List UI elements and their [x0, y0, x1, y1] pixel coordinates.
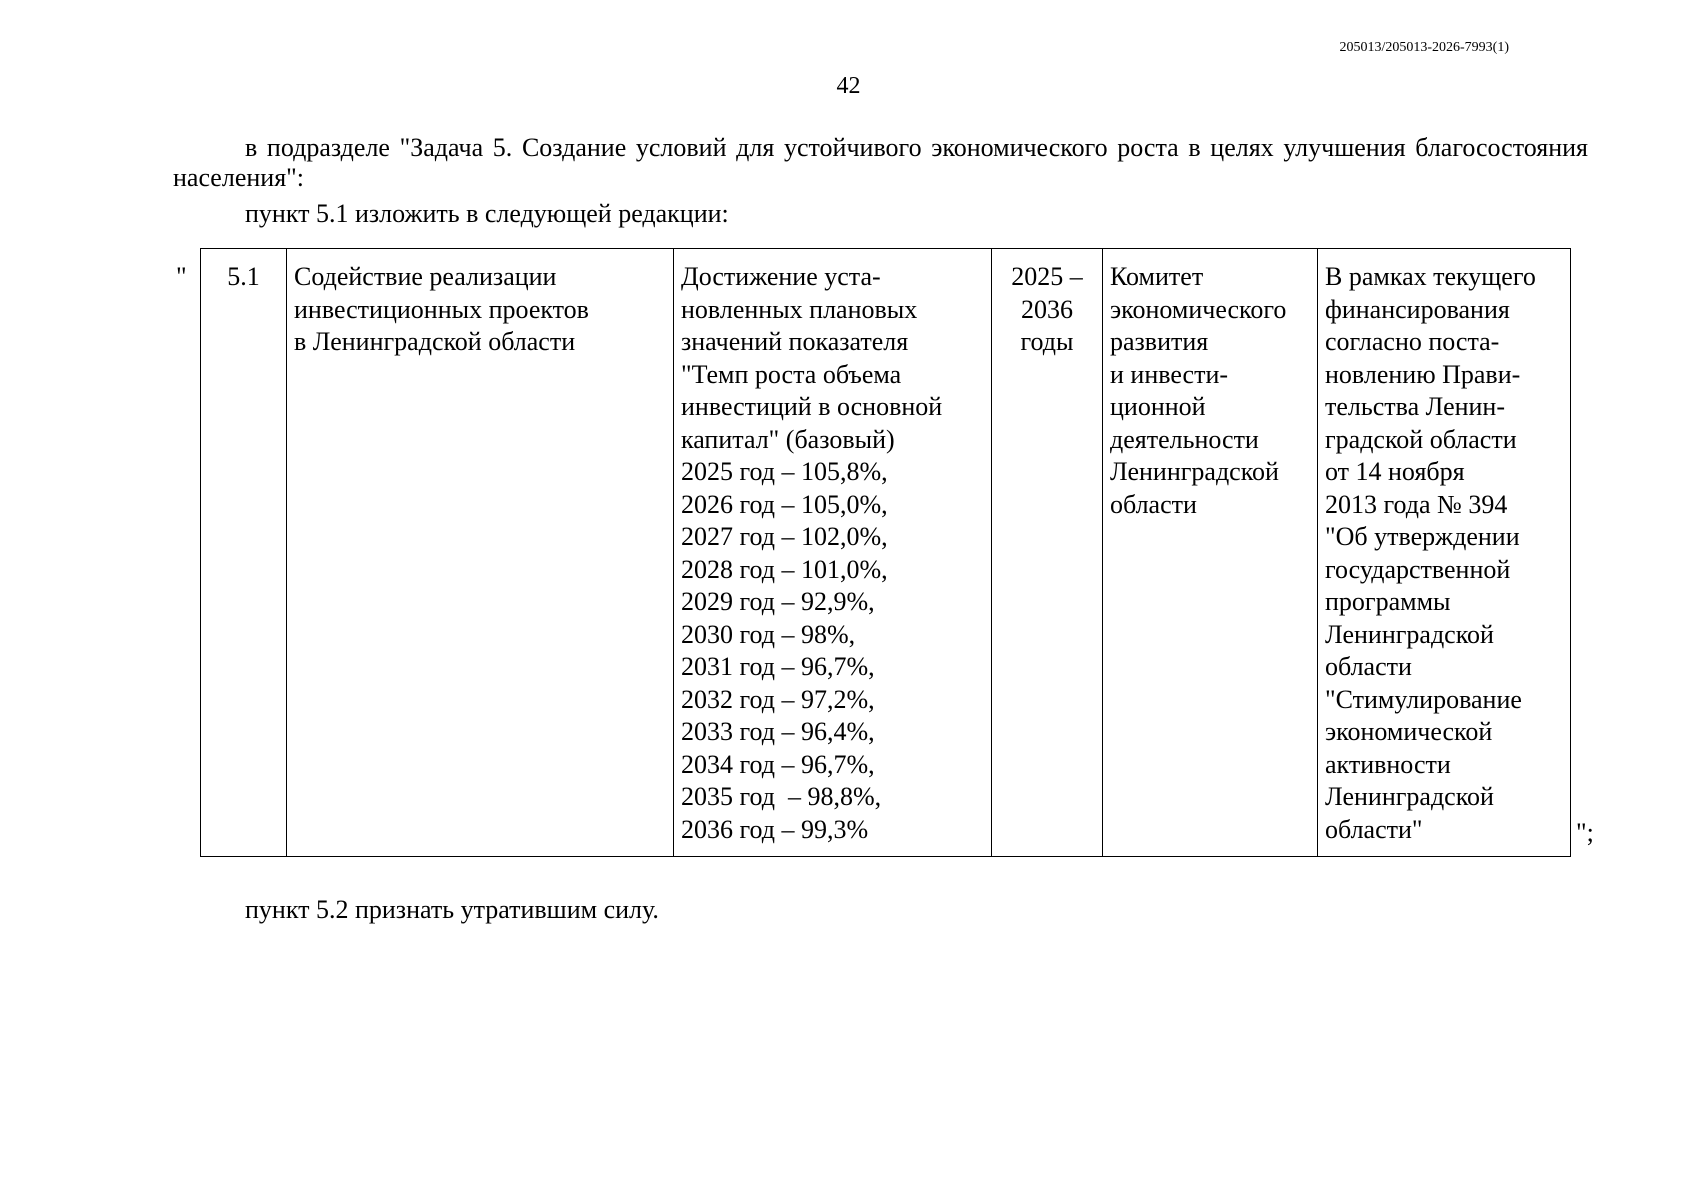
- cell-line: программы: [1325, 587, 1451, 616]
- cell-line: ционной: [1110, 392, 1206, 421]
- funding-cell: [1318, 249, 1571, 857]
- cell-line: финансирования: [1325, 294, 1510, 324]
- cell-line: активности: [1325, 749, 1451, 779]
- item-number: 5.1: [227, 262, 260, 291]
- cell-line: согласно поста-: [1325, 327, 1500, 356]
- cell-line: годы: [1020, 327, 1074, 356]
- cell-line: 2036: [1021, 294, 1073, 324]
- cell-line: 2025 –: [1011, 262, 1083, 291]
- cell-line: экономической: [1325, 717, 1493, 746]
- cell-line: Ленинградской: [1325, 782, 1494, 811]
- closing-quote: ";: [1576, 818, 1594, 847]
- intro-paragraph: в подразделе "Задача 5. Создание условий для устойчивого экономического роста в целях улучшения благосостояния населения":: [173, 133, 1588, 192]
- cell-line: Достижение уста-: [681, 262, 881, 291]
- cell-line: "Об утверждении: [1325, 522, 1520, 551]
- cell-line: области": [1325, 814, 1423, 844]
- cell-line: градской области: [1325, 424, 1517, 454]
- cell-line: в Ленинградской области: [294, 327, 576, 356]
- program-table: [200, 248, 1571, 857]
- cell-line: государственной: [1325, 554, 1511, 584]
- measure-cell: [287, 249, 674, 857]
- cell-line: 2035 год – 98,8%,: [681, 782, 882, 811]
- cell-line: области: [1325, 652, 1412, 681]
- cell-line: новлению Прави-: [1325, 359, 1521, 389]
- cell-line: 2032 год – 97,2%,: [681, 684, 875, 714]
- cell-line: Содействие реализации: [294, 262, 557, 291]
- opening-quote: ": [176, 262, 187, 291]
- cell-line: "Стимулирование: [1325, 684, 1522, 714]
- page-number: 42: [836, 73, 861, 99]
- cell-line: значений показателя: [681, 327, 909, 356]
- cell-line: экономического: [1110, 294, 1287, 324]
- cell-line: 2027 год – 102,0%,: [681, 522, 888, 551]
- cell-line: Ленинградской: [1110, 457, 1279, 486]
- cell-line: тельства Ленин-: [1325, 392, 1506, 421]
- expected-result-cell: [674, 249, 992, 857]
- cell-line: и инвести-: [1110, 359, 1229, 389]
- instruction-paragraph: пункт 5.1 изложить в следующей редакции:: [245, 199, 729, 228]
- cell-line: 2034 год – 96,7%,: [681, 749, 875, 779]
- cell-line: области: [1110, 489, 1197, 519]
- responsible-cell: [1103, 249, 1318, 857]
- cell-line: 2013 года № 394: [1325, 489, 1508, 519]
- cell-line: 2025 год – 105,8%,: [681, 457, 888, 486]
- cell-line: 2036 год – 99,3%: [681, 814, 869, 844]
- item-number-cell: [201, 249, 287, 857]
- period-cell: [992, 249, 1103, 857]
- cell-line: 2031 год – 96,7%,: [681, 652, 875, 681]
- cell-line: Ленинградской: [1325, 619, 1494, 649]
- document-code: 205013/205013-2026-7993(1): [1339, 40, 1509, 55]
- cell-line: инвестиций в основной: [681, 392, 943, 421]
- closing-paragraph: пункт 5.2 признать утратившим силу.: [245, 895, 659, 924]
- cell-line: 2030 год – 98%,: [681, 619, 856, 649]
- cell-line: В рамках текущего: [1325, 262, 1536, 291]
- cell-line: 2029 год – 92,9%,: [681, 587, 875, 616]
- cell-line: новленных плановых: [681, 294, 918, 324]
- cell-line: деятельности: [1110, 424, 1259, 454]
- cell-line: капитал" (базовый): [681, 424, 895, 454]
- cell-line: 2026 год – 105,0%,: [681, 489, 888, 519]
- cell-line: 2028 год – 101,0%,: [681, 554, 888, 584]
- cell-line: инвестиционных проектов: [294, 294, 589, 324]
- cell-line: 2033 год – 96,4%,: [681, 717, 875, 746]
- table-row: [201, 249, 1571, 857]
- cell-line: от 14 ноября: [1325, 457, 1465, 486]
- cell-line: Комитет: [1110, 262, 1204, 291]
- cell-line: "Темп роста объема: [681, 359, 902, 389]
- cell-line: развития: [1110, 327, 1209, 356]
